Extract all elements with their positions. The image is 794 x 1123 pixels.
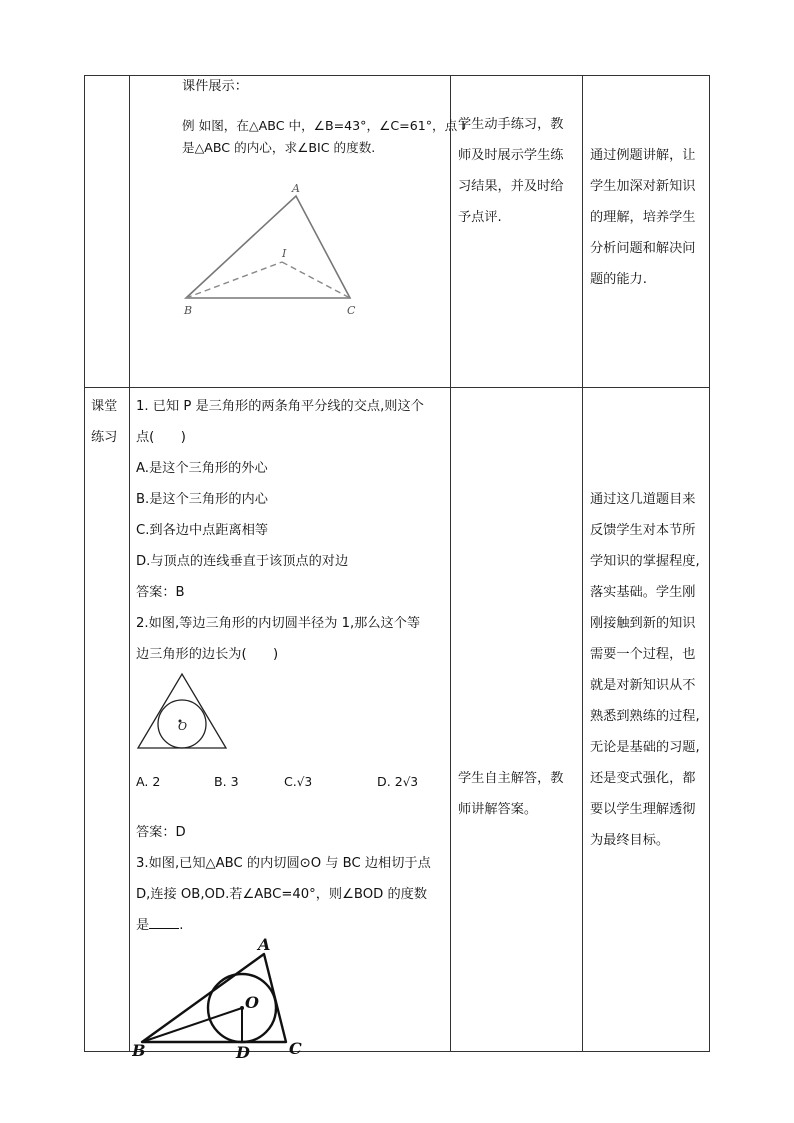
q3-stem-line: D,连接 OB,OD.若∠ABC=40°，则∠BOD 的度数 bbox=[136, 887, 428, 902]
section-title: 课件展示： bbox=[182, 79, 248, 94]
question-1 bbox=[136, 391, 424, 670]
intent-line: 分析问题和解决问 bbox=[590, 241, 696, 256]
student-line: 学生自主解答，教 bbox=[458, 771, 564, 786]
row1-content-cell bbox=[130, 76, 465, 388]
intent-line: 要以学生理解透彻 bbox=[590, 802, 696, 817]
q2-option-d-radicand: 3 bbox=[410, 775, 419, 789]
row-courseware bbox=[85, 76, 710, 388]
row1-student-text bbox=[458, 109, 564, 233]
intent-line: 还是变式强化，都 bbox=[590, 771, 696, 786]
equilateral-triangle bbox=[138, 674, 226, 748]
row2-label bbox=[91, 391, 117, 453]
intent-line: 无论是基础的习题, bbox=[590, 740, 700, 755]
question-3 bbox=[136, 817, 431, 941]
example-line-2: 是△ABC 的内心，求∠BIC 的度数. bbox=[182, 140, 376, 155]
label-b: B bbox=[184, 304, 193, 317]
equilateral-incircle-figure bbox=[134, 670, 230, 752]
intent-line: 刚接触到新的知识 bbox=[590, 616, 696, 631]
q2-option-c-prefix: C. bbox=[284, 774, 297, 789]
label-c: C bbox=[347, 304, 356, 317]
intent-line: 需要一个过程，也 bbox=[590, 647, 696, 662]
row2-content-cell bbox=[130, 388, 451, 1058]
label-i: I bbox=[282, 247, 287, 260]
label-line: 练习 bbox=[91, 430, 118, 445]
intent-line: 熟悉到熟练的过程, bbox=[590, 709, 700, 724]
label-b: B bbox=[132, 1041, 146, 1058]
lesson-table bbox=[84, 75, 710, 1058]
row1-student-cell bbox=[451, 76, 583, 388]
row2-intent-cell bbox=[583, 388, 710, 1052]
answer-blank bbox=[149, 916, 179, 929]
q3-stem-end: . bbox=[179, 918, 184, 933]
q3-stem-line: 3.如图,已知△ABC 的内切圆⊙O 与 BC 边相切于点 bbox=[136, 856, 431, 871]
q1-option-a: A.是这个三角形的外心 bbox=[136, 461, 268, 476]
label-o: O bbox=[245, 993, 259, 1012]
intent-line: 就是对新知识从不 bbox=[590, 678, 696, 693]
q2-stem-line: 2.如图,等边三角形的内切圆半径为 1,那么这个等 bbox=[136, 616, 421, 631]
q2-option-a: A. 2 bbox=[136, 774, 161, 789]
q1-option-b: B.是这个三角形的内心 bbox=[136, 492, 268, 507]
q1-option-c: C.到各边中点距离相等 bbox=[136, 523, 269, 538]
student-line: 习结果，并及时给 bbox=[458, 179, 564, 194]
intent-line: 通过这几道题目来 bbox=[590, 492, 696, 507]
intent-line: 学生加深对新知识 bbox=[590, 179, 696, 194]
intent-line: 通过例题讲解，让 bbox=[590, 148, 696, 163]
intent-line: 为最终目标。 bbox=[590, 833, 670, 848]
label-d: D bbox=[236, 1043, 250, 1058]
label-line: 课堂 bbox=[91, 399, 118, 414]
q1-answer: 答案：B bbox=[136, 585, 185, 600]
student-line: 学生动手练习，教 bbox=[458, 117, 564, 132]
sqrt-icon: √ bbox=[402, 775, 411, 789]
segment-ob bbox=[142, 1008, 242, 1042]
q2-option-b: B. 3 bbox=[214, 774, 239, 789]
q2-option-d bbox=[377, 772, 418, 792]
row1-intent-cell bbox=[583, 76, 710, 388]
intent-line: 反馈学生对本节所 bbox=[590, 523, 696, 538]
sqrt-icon: √ bbox=[296, 775, 305, 789]
segment-bi bbox=[186, 262, 282, 298]
triangle-abc-figure bbox=[178, 178, 368, 320]
label-a: A bbox=[292, 182, 300, 195]
intent-line: 落实基础。学生刚 bbox=[590, 585, 696, 600]
label-c: C bbox=[289, 1039, 302, 1058]
example-line-1: 例 如图，在△ABC 中，∠B=43°，∠C=61°，点 I bbox=[182, 118, 465, 133]
q3-stem-prefix: 是 bbox=[136, 918, 150, 933]
q1-stem-line: 点( ) bbox=[136, 430, 186, 445]
row-practice bbox=[85, 388, 710, 1052]
label-o: O bbox=[178, 720, 188, 733]
row2-intent-text bbox=[590, 484, 700, 856]
student-line: 师及时展示学生练 bbox=[458, 148, 564, 163]
intent-line: 题的能力. bbox=[590, 272, 647, 287]
q2-option-c-radicand: 3 bbox=[304, 775, 313, 789]
intent-line: 学知识的掌握程度, bbox=[590, 554, 700, 569]
q2-answer: 答案：D bbox=[136, 825, 186, 840]
student-line: 师讲解答案。 bbox=[458, 802, 538, 817]
q2-option-d-prefix: D. 2 bbox=[377, 774, 403, 789]
q1-option-d: D.与顶点的连线垂直于该顶点的对边 bbox=[136, 554, 349, 569]
row2-label-cell bbox=[85, 388, 130, 1052]
row1-intent-text bbox=[590, 140, 696, 295]
q1-stem-line: 1. 已知 P 是三角形的两条角平分线的交点,则这个 bbox=[136, 399, 424, 414]
triangle-outline bbox=[186, 196, 350, 298]
student-line: 予点评. bbox=[458, 210, 502, 225]
row2-student-text bbox=[458, 763, 564, 825]
row1-label-cell bbox=[85, 76, 130, 388]
intent-line: 的理解，培养学生 bbox=[590, 210, 696, 225]
row2-student-cell bbox=[451, 388, 583, 1052]
label-a: A bbox=[258, 936, 271, 954]
q2-stem-line: 边三角形的边长为( ) bbox=[136, 647, 279, 662]
incircle-bod-figure bbox=[132, 936, 322, 1058]
q2-option-c bbox=[284, 772, 312, 792]
center-o bbox=[240, 1006, 244, 1010]
